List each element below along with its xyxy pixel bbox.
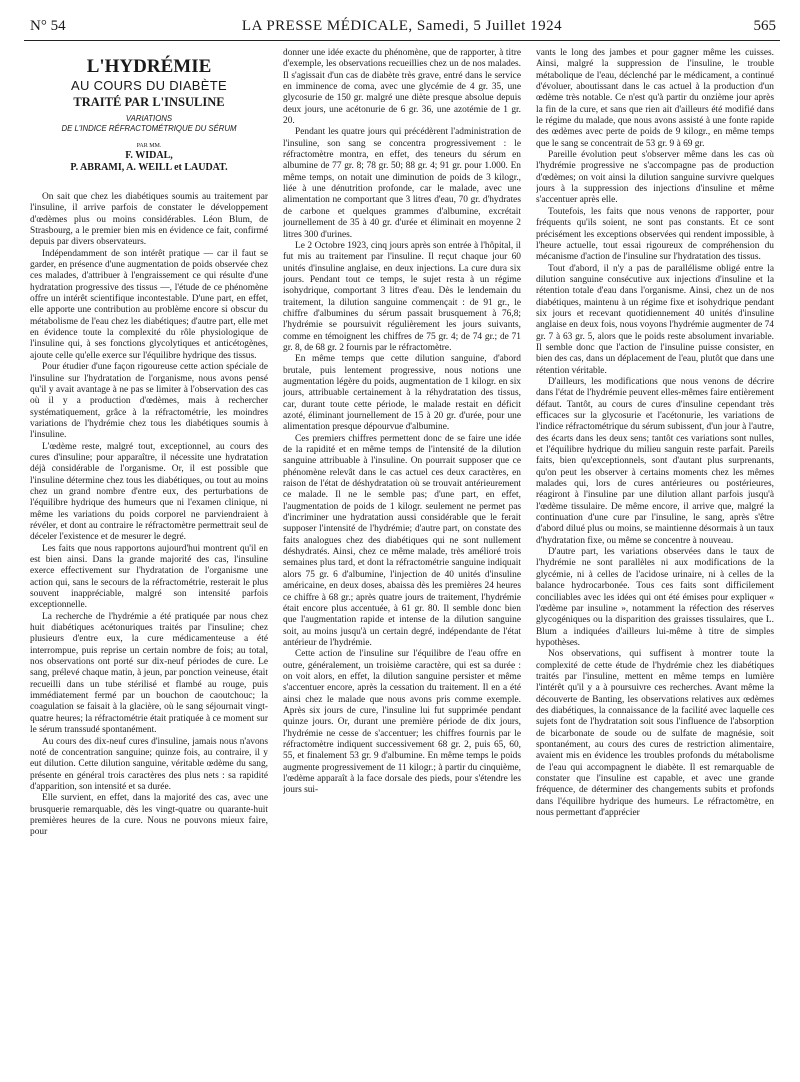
paragraph: Toutefois, les faits que nous venons de rapporter, pour fréquents qu'ils soient, ne sont pas constants. Et ce sont précisément les exceptions observées qui rendent impossible, à l'heure actuelle, tout essai rigoureux de compréhension du mécanisme d'action de l'insuline sur l'hydratation des tissus. — [536, 206, 774, 263]
page-number: 565 — [753, 18, 776, 34]
paragraph: Nos observations, qui suffisent à montrer toute la complexité de cette étude de l'hydrémie chez les diabétiques traités par l'insuline, mettent en même temps en lumière l'intérêt qu'il y a à poursuivre ces recherches. Avant même la découverte de Banting, les observations relatives aux œdèmes des diabétiques, la connaissance de la facilité avec laquelle ces sujets font de l'hydratation soit sous l'influence de l'absorption de bicarbonate de soude ou de sulfate de magnésie, soit spontanément, au cours des cures de restriction alimentaire, avaient mis en évidence les troubles profonds du métabolisme de l'eau qui accompagnent le diabète. Il est remarquable de constater que l'insuline est capable, et avec une grande fréquence, de déterminer des changements subits et profonds dans l'équilibre hydrique des humeurs. Le réfractomètre, en nous permettant d'apprécier — [536, 649, 774, 819]
paragraph: Cette action de l'insuline sur l'équilibre de l'eau offre en outre, généralement, un troisième caractère, qui est sa durée : on voit alors, en effet, la dilution sanguine persister et même s'accentuer encore, après la cessation du traitement. Il en a été ainsi chez le malade que nous avons pris comme exemple. Après six jours de cure, l'insuline lui fut supprimée pendant quinze jours. Or, durant une première période de dix jours, l'hydrémie ne cesse de s'accentuer; les chiffres fournis par le réfractomètre indiquent successivement 68 gr. 2, puis 65, 60, 55, et finalement 53 gr. 9 d'albumine. En même temps le poids augmente progressivement de 11 kilogr.; à partir du cinquième, l'œdème apparaît à la face dorsale des pieds, pour s'étendre les jours sui- — [283, 649, 521, 796]
author-line-2: P. ABRAMI, A. WEILL et LAUDAT. — [70, 162, 228, 173]
paragraph: Le 2 Octobre 1923, cinq jours après son entrée à l'hôpital, il fut mis au traitement par l'insuline. Il reçut chaque jour 60 unités d'insuline anglaise, en deux injections. La cure dura six jours. Pendant tout ce temps, le sujet resta à un régime isohydrique, comportant 3 litres d'eau. Dès le lendemain du traitement, la dilution sanguine commençait : de 91 gr., le chiffre d'albumines du sérum passait brusquement à 76,8; l'hydrémie se poursuivit régulièrement les jours suivants, comme en témoignent les chiffres de 75 gr. 4; de 74 gr.; de 71 gr. 8, de 68 gr. 2 fournis par le réfractomètre. — [283, 240, 521, 353]
article-subtitle-2: DE L'INDICE RÉFRACTOMÉTRIQUE DU SÉRUM — [61, 124, 237, 133]
paragraph: Ces premiers chiffres permettent donc de se faire une idée de la rapidité et en même temps de l'intensité de la dilution sanguine attribuable à l'insuline. On pourrait supposer que ce phénomène relevât dans le cas actuel ces deux caractères, en raison de l'état de déshydratation où se trouvait antérieurement ce malade. Il ne le semble pas; d'une part, en effet, l'augmentation de poids de 1 kilogr. seulement ne permet pas d'incriminer une hydratation aussi considérable que le ferait supposer l'intensité de l'hydrémie; d'autre part, on constate des faits analogues chez des diabétiques qui ne sont nullement déshydratés. Ainsi, chez ce même malade, très amélioré trois semaines plus tard, et dont la réfractométrie sanguine indiquait alors 75 gr. 6 d'albumine, l'injection de 40 unités d'insuline américaine, en deux doses, abaissa dès les premières 24 heures ce chiffre à 68 gr.; après quatre jours de traitement, l'hydrémie était encore plus accentuée, à 61 gr. 80. Il semble donc bien que l'augmentation rapide et intense de la dilution sanguine soit, au moins jusqu'à un certain degré, indépendante de l'état antérieur de l'hydrémie. — [283, 433, 521, 648]
paragraph: Elle survient, en effet, dans la majorité des cas, avec une brusquerie remarquable, dès les vingt-quatre ou quarante-huit premières heures de la cure. Nous ne pouvons mieux faire, pour — [30, 793, 268, 838]
paragraph: Les faits que nous rapportons aujourd'hui montrent qu'il en est bien ainsi. Dans la grande majorité des cas, l'insuline exerce effectivement sur l'hydratation de l'organisme une action qui, sans le secours de la réfractométrie, resterait le plus souvent inappréciable, malgré son intensité parfois exceptionnelle. — [30, 543, 268, 611]
article-title-line2: AU COURS DU DIABÈTE — [71, 78, 227, 93]
paragraph: D'autre part, les variations observées dans le taux de l'hydrémie ne sont parallèles ni aux modifications de la glycémie, ni à celles de l'acidose urinaire, ni à celles de la balance hydrocarbonée. Tous ces faits sont difficilement conciliables avec les idées qui ont été émises pour expliquer « l'œdème par insuline », notamment la réfection des réserves glycogéniques ou la disparition des graisses tissulaires, que L. Blum a indiquées d'ailleurs lui-même à titre de simples hypothèses. — [536, 547, 774, 648]
article-body — [30, 48, 775, 1073]
paragraph: La recherche de l'hydrémie a été pratiquée par nous chez huit diabétiques acétonuriques traités par l'insuline; chez plusieurs d'entre eux, la cure médicamenteuse a été interrompue, puis reprise un certain nombre de fois; au total, nos observations ont porté sur dix-neuf périodes de cure. Le sang, prélevé chaque matin, à jeun, par ponction veineuse, était recueilli dans un tube stérilisé et flambé au rouge, puis immédiatement fermé par un bouchon de caoutchouc; la coagulation se faisait à la glacière, où le sang séjournait vingt-quatre heures; la réfractométrie était pratiquée à ce moment sur le sérum transsudé spontanément. — [30, 611, 268, 736]
paragraph: En même temps que cette dilution sanguine, d'abord brutale, puis lentement progressive, nous notions une augmentation légère du poids, augmentation de 1 kilogr. en six jours, attribuable certainement à la réhydratation des tissus, car, durant toute cette période, le malade restait en déficit azoté, éliminant journellement de 15 à 20 gr. d'urée, pour une alimentation presque dépourvue d'albumine. — [283, 354, 521, 433]
article-title-block — [30, 56, 268, 174]
paragraph: Indépendamment de son intérêt pratique — car il faut se garder, en présence d'une augmentation de poids observée chez ces malades, d'attribuer à l'engraissement ce qui résulte d'une hydratation progressive des tissus —, l'étude de ce phénomène offre un intérêt scientifique incontestable. D'une part, en effet, elle apporte une contribution au problème encore si obscur du métabolisme de l'eau chez les diabétiques; d'autre part, elle met en évidence toute la complexité du rôle physiologique de l'insuline qui, à ses fonctions glycolytiques et anticétogènes, ajoute celle qu'elle exerce sur l'équilibre hydrique des tissus. — [30, 248, 268, 361]
paragraph: On sait que chez les diabétiques soumis au traitement par l'insuline, il arrive parfois de constater le développement d'œdèmes plus ou moins considérables. Léon Blum, de Strasbourg, a le premier bien mis en évidence ce fait, confirmé depuis par divers observateurs. — [30, 192, 268, 248]
paragraph: Pareille évolution peut s'observer même dans les cas où l'hydrémie progressive ne s'accompagne pas de production d'œdèmes; on voit ainsi la dilution sanguine survivre quelques jours à la suppression des injections d'insuline et même s'accentuer après elle. — [536, 150, 774, 206]
paragraph: L'œdème reste, malgré tout, exceptionnel, au cours des cures d'insuline; pour apparaître, il nécessite une hydratation déjà considérable de l'organisme. Or, il est possible que l'insuline détermine chez tous les diabétiques, ou tout au moins chez un grand nombre d'entre eux, des perturbations de l'équilibre hydrique des humeurs que ni l'examen clinique, ni même les variations du poids corporel ne parviendraient à révéler, et dont au contraire le réfractomètre permettrait seul de déceler l'existence et de mesurer le degré. — [30, 441, 268, 543]
column-2 — [283, 48, 521, 1073]
column-3 — [536, 48, 774, 1073]
author-par: PAR MM. — [136, 143, 162, 149]
article-title-line3: TRAITÉ PAR L'INSULINE — [73, 95, 225, 109]
article-subtitle-1: VARIATIONS — [125, 114, 173, 123]
running-header — [24, 16, 780, 41]
author-line-1: F. WIDAL, — [125, 150, 173, 161]
column-1-text — [30, 192, 268, 839]
paragraph: Pendant les quatre jours qui précédèrent l'administration de l'insuline, son sang se concentra progressivement : le réfractomètre montra, en effet, des teneurs du sérum en albumine de 77 gr. 8; 78 gr. 50; 88 gr. 4; 91 gr. pour 1.000. En même temps, on notait une diminution de poids de 3 kilogr., liée à une dénutrition profonde, car le malade, avec une alimentation ne comportant que 3 litres d'eau, 70 gr. d'hydrates de carbone et quelques grammes d'albumine, excrétait journellement de 35 à 40 gr. d'urée et éliminait en moyenne 2 litres 300 d'urines. — [283, 127, 521, 240]
paragraph: D'ailleurs, les modifications que nous venons de décrire dans l'état de l'hydrémie peuvent elles-mêmes faire entièrement défaut. Tantôt, au cours de cures d'insuline cependant très efficaces sur la glycosurie et l'acétonurie, les variations de l'indice réfractométrique du sérum subissent, d'un jour à l'autre, des écarts dans les deux sens; tantôt ces variations sont nulles, et l'équilibre hydrique du milieu sanguin reste parfait. Pareils faits, bien qu'exceptionnels, sont d'autant plus surprenants, qu'on peut les observer à certains moments chez les mêmes malades qui, lors de cures antérieures ou postérieures, réagiront à l'insuline par une dilution allant parfois jusqu'à l'œdème tissulaire. De même encore, il arrive que, malgré la continuation d'une cure par l'insuline, le sang, après s'être d'abord dilué plus ou moins, se maintienne désormais à un taux d'hydratation fixe, ou même se concentre à nouveau. — [536, 376, 774, 546]
column-1 — [30, 48, 268, 1073]
article-title: L'HYDRÉMIE — [86, 56, 212, 77]
paragraph: donner une idée exacte du phénomène, que de rapporter, à titre d'exemple, les observations recueillies chez un de nos malades. Il s'agissait d'un cas de diabète très grave, entré dans le service en imminence de coma, avec une glycémie de 4 gr. 35, une glycosurie de 150 gr. malgré une diète presque absolue depuis deux jours, une acétonurie de 6 gr. 36, une azotémie de 1 gr. 20. — [283, 48, 521, 127]
issue-number: N° 54 — [30, 18, 66, 34]
paragraph: Au cours des dix-neuf cures d'insuline, jamais nous n'avons noté de concentration sanguine; quinze fois, au contraire, il y eut dilution. Cette dilution sanguine, véritable œdème du sang, présente en général trois caractères des plus nets : sa rapidité d'apparition, son intensité et sa durée. — [30, 736, 268, 792]
paragraph: Pour étudier d'une façon rigoureuse cette action spéciale de l'insuline sur l'hydratation de l'organisme, nous avons pensé qu'il y avait avantage à ne pas se limiter à l'observation des cas où il y a production d'œdèmes, mais à rechercher systématiquement, grâce à la réfractométrie, les moindres variations de l'hydrémie chez tous les diabétiques soumis à l'insuline. — [30, 362, 268, 441]
paragraph: Tout d'abord, il n'y a pas de parallélisme obligé entre la dilution sanguine consécutive aux injections d'insuline et la rétention totale d'eau dans l'organisme. Ainsi, chez un de nos diabétiques, maintenu à un régime fixe et isohydrique pendant six jours et recevant quotidiennement 40 unités d'insuline anglaise en deux fois, nous voyons l'hydrémie augmenter de 74 gr. 7 à 63 gr. 5, alors que le poids reste absolument invariable. Il semble donc que l'action de l'insuline puisse consister, en bien des cas, dans un déplacement de l'eau, plutôt que dans une rétention véritable. — [536, 263, 774, 376]
paragraph: vants le long des jambes et pour gagner même les cuisses. Ainsi, malgré la suppression de l'insuline, le trouble métabolique de l'eau, déclenché par le médicament, a continué d'évoluer, aboutissant dans le cas actuel à la production d'un œdème très notable. Ce n'est qu'à partir du onzième jour après la fin de la cure, et sans que rien ait d'ailleurs été modifié dans le régime du malade, que nous avons assisté à une fonte rapide des œdèmes avec perte de poids de 9 kilogr., en même temps que le sang se concentrait de 53 gr. 9 à 69 gr. — [536, 48, 774, 149]
journal-title: LA PRESSE MÉDICALE, Samedi, 5 Juillet 1924 — [241, 18, 563, 34]
column-2-text — [283, 48, 521, 797]
column-3-text — [536, 48, 774, 819]
